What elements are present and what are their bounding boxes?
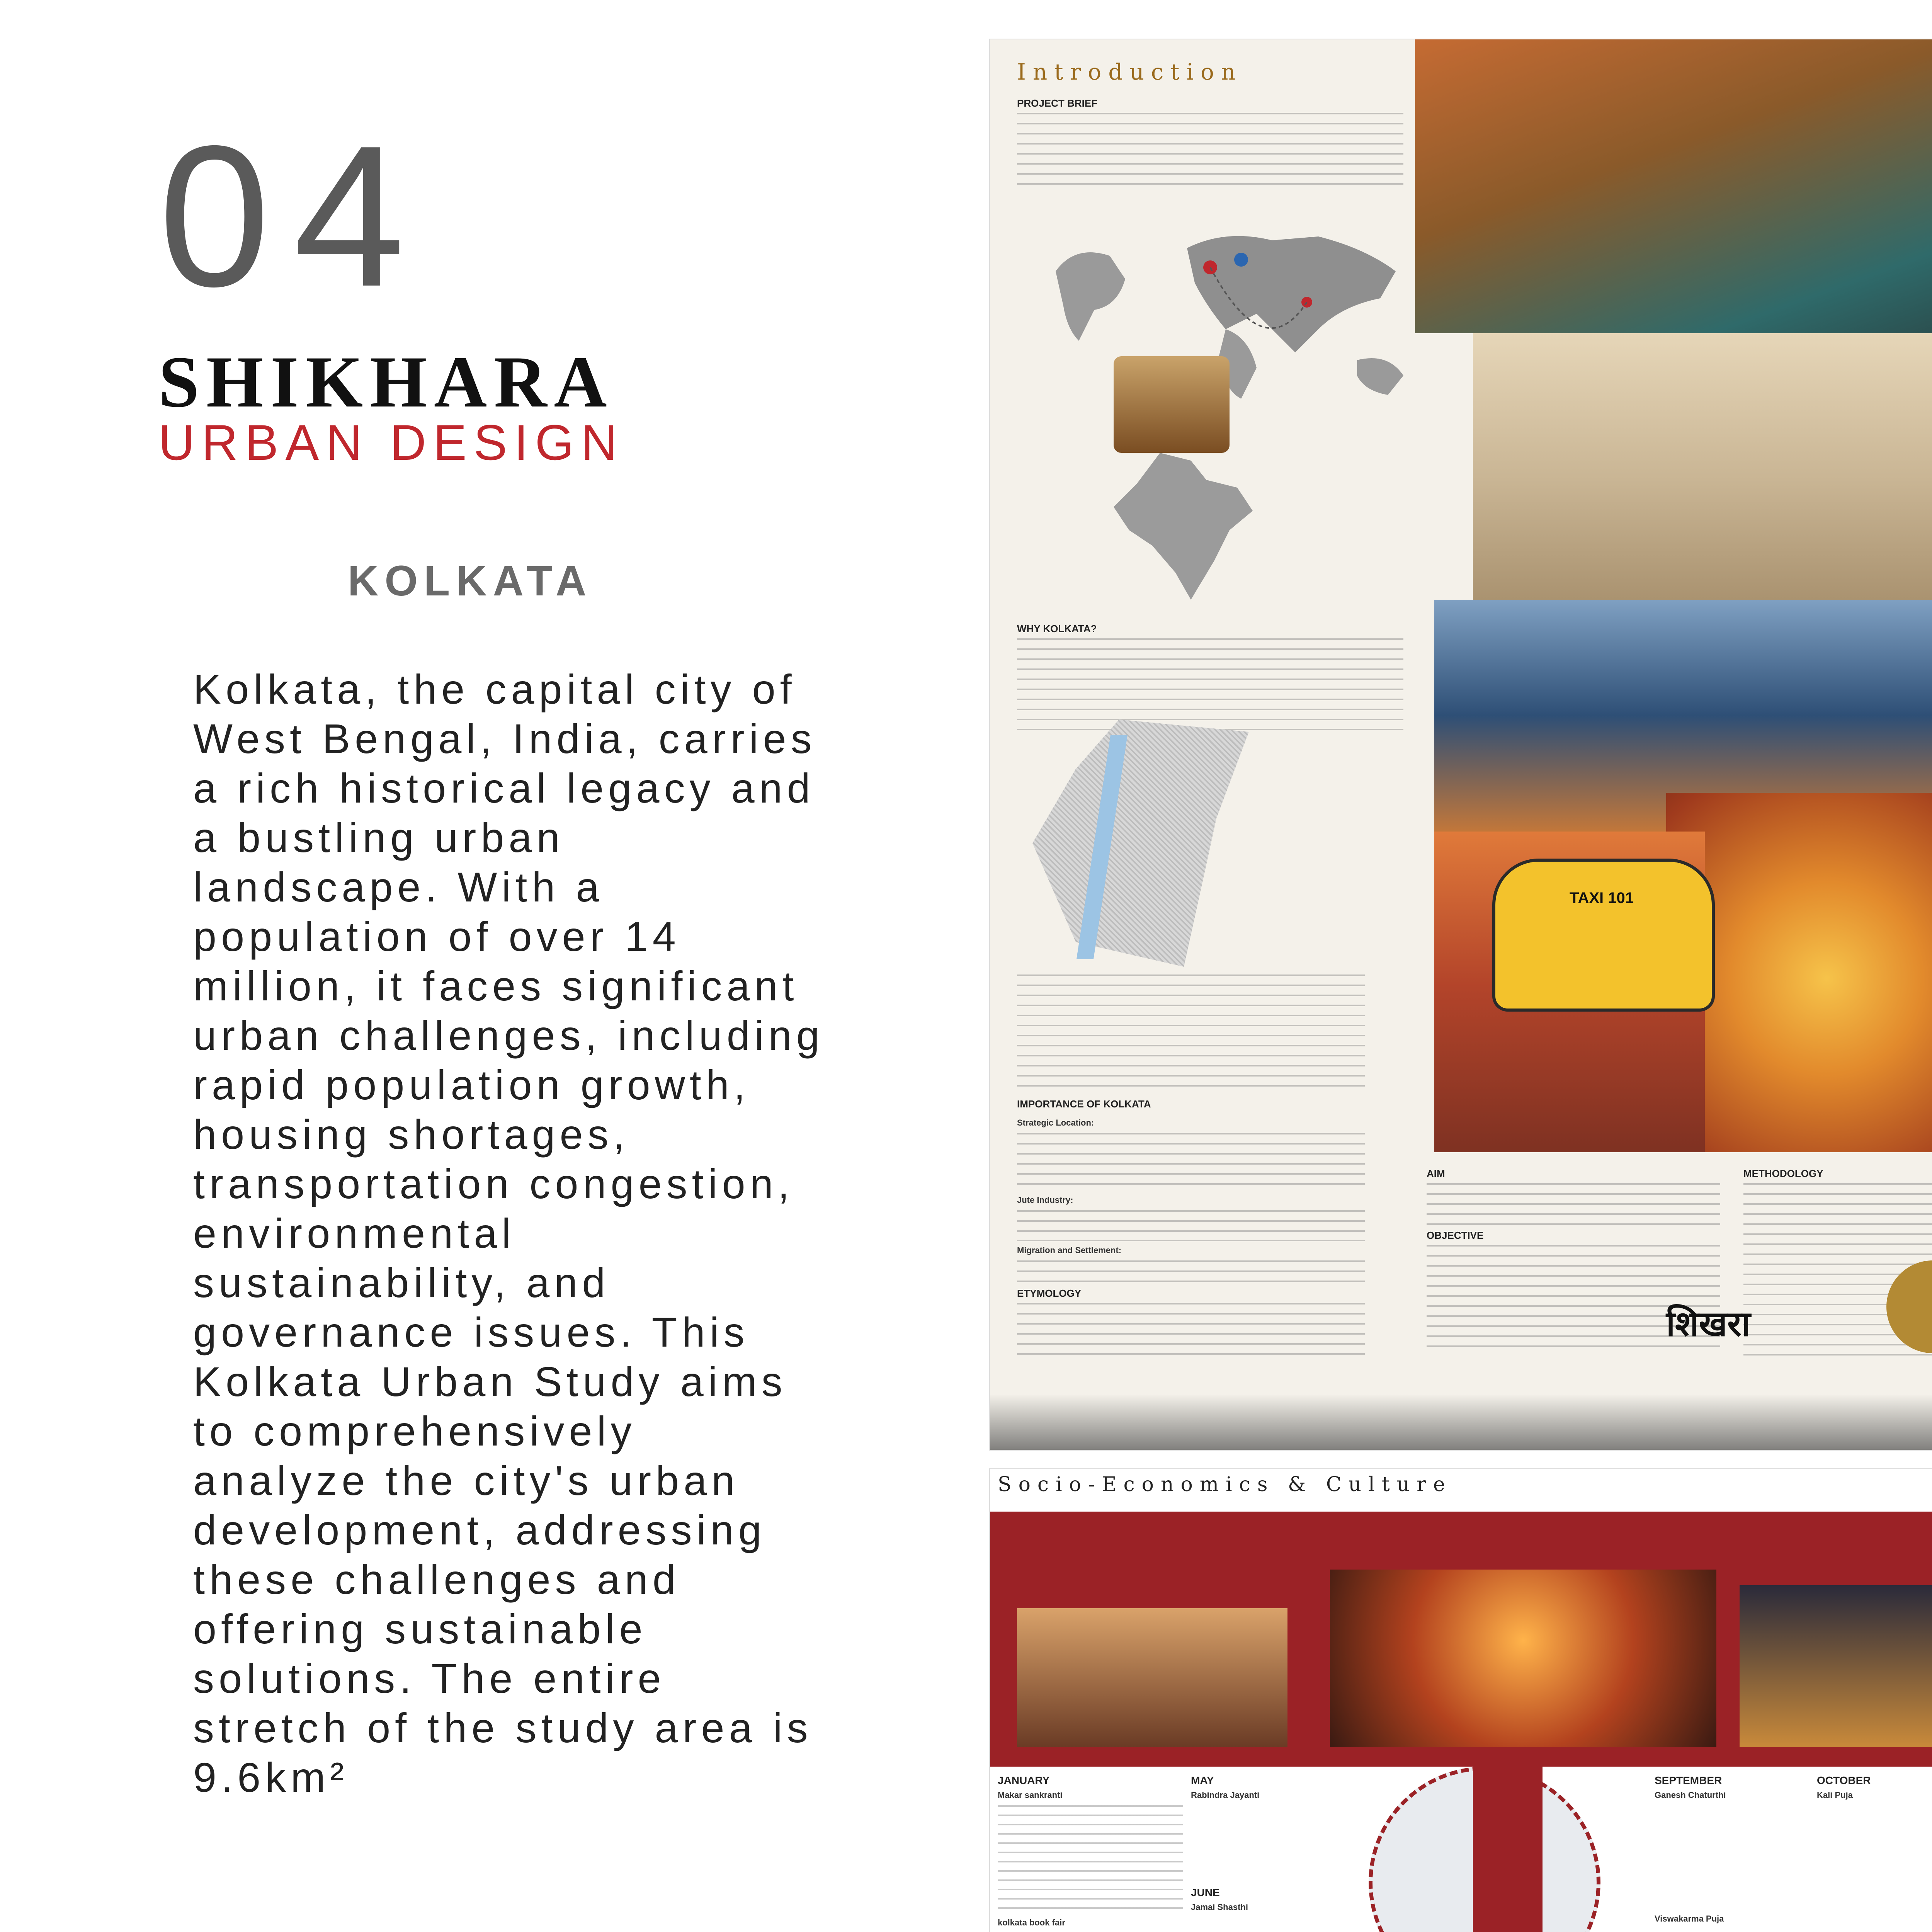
intro-skyline bbox=[990, 1380, 1932, 1450]
month-june: JUNE bbox=[1191, 1886, 1220, 1898]
socio-header: Socio-Economics & Culture bbox=[998, 1473, 1452, 1496]
project-title: SHIKHARA bbox=[158, 342, 614, 423]
kolkata-city-map bbox=[1032, 719, 1249, 967]
banner-photo-3 bbox=[1740, 1585, 1932, 1747]
january-text bbox=[998, 1805, 1183, 1913]
event-kali: Kali Puja bbox=[1817, 1790, 1853, 1800]
methodology-heading: METHODOLOGY bbox=[1743, 1168, 1823, 1179]
project-brief-heading: PROJECT BRIEF bbox=[1017, 97, 1098, 109]
month-october: OCTOBER bbox=[1817, 1774, 1871, 1786]
jute-text-block bbox=[1017, 1210, 1365, 1241]
collage-yellow-taxi bbox=[1492, 859, 1715, 1012]
project-subtitle: URBAN DESIGN bbox=[158, 414, 624, 471]
intro-logo: शिखरा bbox=[1666, 1304, 1751, 1344]
etymology-heading: ETYMOLOGY bbox=[1017, 1287, 1082, 1299]
event-vishwakarma: Viswakarma Puja bbox=[1655, 1914, 1724, 1923]
brief-text-block bbox=[1017, 113, 1403, 190]
migration-label: Migration and Settlement: bbox=[1017, 1245, 1122, 1255]
objective-heading: OBJECTIVE bbox=[1427, 1230, 1484, 1241]
importance-heading: IMPORTANCE OF KOLKATA bbox=[1017, 1098, 1151, 1110]
aim-text-block bbox=[1427, 1183, 1720, 1226]
project-description: Kolkata, the capital city of West Bengal, India, carries a rich historical legacy and a bustling urban landscape. With a population of over 14 million, it faces significant urban challenges, including rapid population growth, housing shortages, transportation congestion, environmental sustainability, and governance issues. This Kolkata Urban Study aims to comprehensively analyze the city's urban development, addressing these challenges and offering sustainable solutions. The entire stretch of the study area is 9.6km² bbox=[193, 666, 824, 1801]
event-rabindra: Rabindra Jayanti bbox=[1191, 1790, 1260, 1800]
event-makar: Makar sankranti bbox=[998, 1790, 1063, 1800]
banner-photo-1 bbox=[1017, 1608, 1287, 1747]
month-september: SEPTEMBER bbox=[1655, 1774, 1722, 1786]
month-may: MAY bbox=[1191, 1774, 1214, 1786]
month-january: JANUARY bbox=[998, 1774, 1050, 1786]
why-text-block bbox=[1017, 638, 1403, 735]
migration-text-block bbox=[1017, 1260, 1365, 1284]
event-jamai: Jamai Shasthi bbox=[1191, 1902, 1248, 1912]
sheet-socio-economics bbox=[989, 1468, 1932, 1932]
dutch-text-block bbox=[1017, 975, 1365, 1090]
red-vertical-band bbox=[1473, 1767, 1543, 1932]
jute-industry-label: Jute Industry: bbox=[1017, 1195, 1073, 1205]
sheet-introduction bbox=[989, 39, 1932, 1451]
aim-heading: AIM bbox=[1427, 1168, 1445, 1179]
intro-header: Introduction bbox=[1017, 59, 1243, 85]
strategic-location-label: Strategic Location: bbox=[1017, 1118, 1094, 1128]
why-kolkata-heading: WHY KOLKATA? bbox=[1017, 623, 1097, 634]
importance-text-block bbox=[1017, 1133, 1365, 1191]
banner-photo-2 bbox=[1330, 1570, 1716, 1747]
etymology-text-block bbox=[1017, 1303, 1365, 1361]
taxi-number-text: TAXI 101 bbox=[1570, 889, 1634, 906]
collage-boats bbox=[1415, 39, 1932, 333]
collage-victoria-memorial bbox=[1473, 333, 1932, 627]
ship-illustration bbox=[1114, 356, 1230, 453]
event-ganesh: Ganesh Chaturthi bbox=[1655, 1790, 1726, 1800]
project-city: KOLKATA bbox=[348, 557, 593, 605]
india-map bbox=[1090, 445, 1284, 619]
project-number: 04 bbox=[158, 104, 429, 328]
event-bookfair: kolkata book fair bbox=[998, 1918, 1065, 1927]
